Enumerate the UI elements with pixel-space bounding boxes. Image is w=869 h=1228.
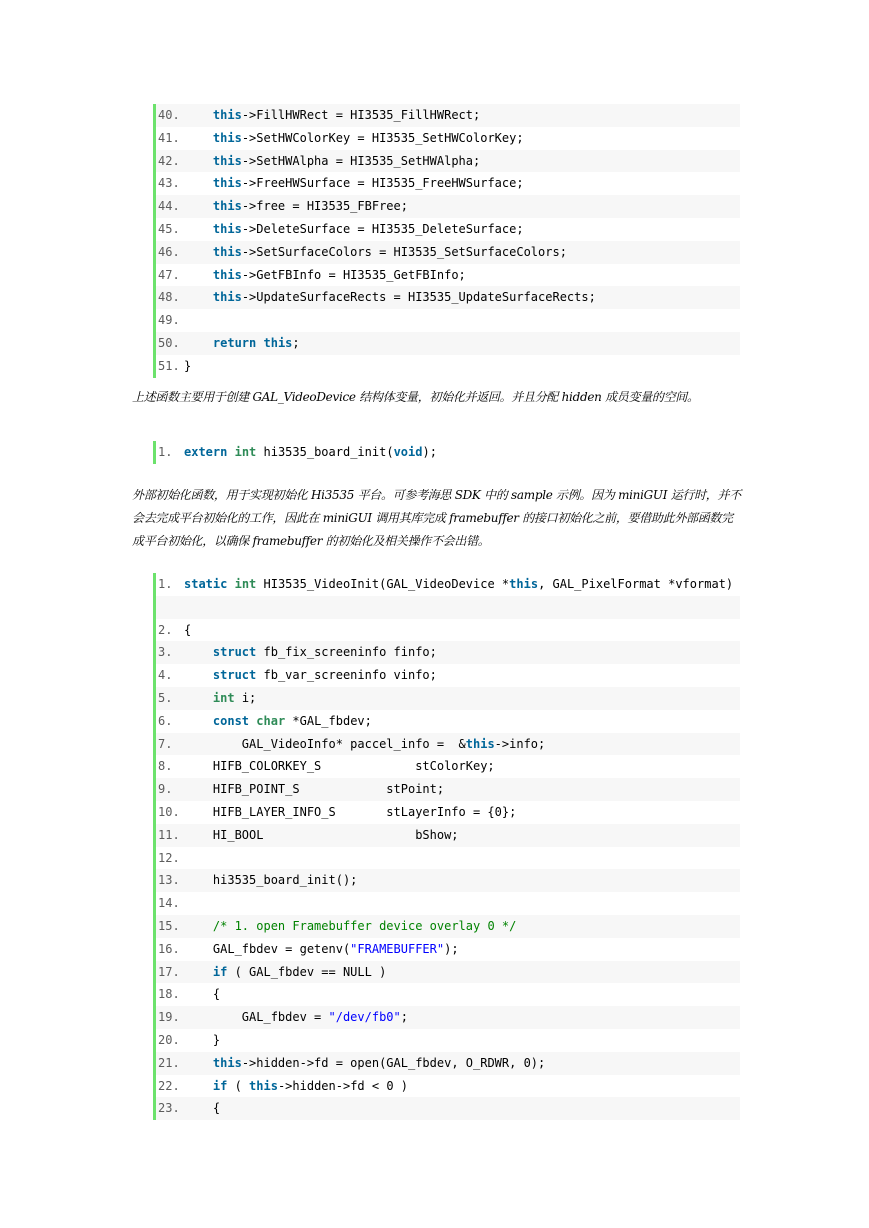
line-number: 23. (158, 1101, 180, 1116)
line-number: 16. (158, 941, 180, 956)
code-line (156, 1075, 740, 1098)
code-token: struct (212, 668, 257, 683)
line-number: 10. (158, 804, 180, 819)
code-line (156, 218, 740, 241)
line-number: 13. (158, 873, 180, 888)
code-line (156, 869, 740, 892)
line-number: 6. (158, 713, 173, 728)
code-token (184, 691, 213, 705)
code-line (156, 441, 740, 464)
code-token: this (212, 244, 242, 259)
code-token: HI3535_VideoInit(GAL_VideoDevice * (256, 577, 510, 591)
code-line (156, 664, 740, 687)
code-token: ); (422, 445, 437, 459)
code-token: ->GetFBInfo = HI3535_GetFBInfo; (241, 267, 466, 282)
line-number: 7. (158, 736, 173, 751)
code-token: ->SetHWColorKey = HI3535_SetHWColorKey; (241, 130, 524, 145)
code-token: } (184, 1032, 221, 1047)
code-block-extern-declaration (153, 441, 740, 464)
code-line (156, 195, 740, 218)
code-token: ); (444, 941, 459, 956)
code-line (156, 172, 740, 195)
line-number: 12. (158, 850, 180, 865)
code-token: ->free = HI3535_FBFree; (241, 199, 408, 214)
line-number: 47. (158, 267, 180, 282)
code-line (156, 801, 740, 824)
line-number: 40. (158, 108, 180, 122)
code-token: fb_fix_screeninfo finfo; (256, 645, 437, 660)
line-number: 22. (158, 1078, 180, 1093)
code-token (184, 714, 213, 728)
code-line (156, 983, 740, 1006)
line-number: 11. (158, 827, 180, 842)
code-token (227, 445, 234, 459)
code-token: ->hidden->fd = open(GAL_fbdev, O_RDWR, 0); (241, 1055, 546, 1070)
code-token: /* 1. open Framebuffer device overlay 0 */ (212, 918, 517, 933)
code-line (156, 1029, 740, 1052)
code-token: ->hidden->fd < 0 ) (277, 1078, 408, 1093)
code-token: char (256, 713, 286, 728)
code-token: { (184, 622, 192, 637)
line-number: 48. (158, 290, 180, 305)
code-block-video-init (153, 573, 740, 1120)
code-token: this (249, 1078, 278, 1093)
line-number: 17. (158, 964, 180, 979)
code-token (184, 108, 213, 122)
line-number: 45. (158, 221, 180, 236)
code-line (156, 1006, 740, 1029)
code-token: this (212, 108, 242, 122)
code-token: ( (227, 1078, 250, 1093)
code-token: this (212, 199, 242, 214)
code-token: HIFB_POINT_S stPoint; (184, 782, 445, 797)
line-number: 20. (158, 1032, 180, 1047)
code-token: if (212, 1078, 228, 1093)
line-number: 3. (158, 645, 173, 660)
code-line (156, 1052, 740, 1075)
code-token: hi3535_board_init( (256, 445, 394, 459)
code-token: ->SetHWAlpha = HI3535_SetHWAlpha; (241, 153, 481, 168)
code-token: { (184, 987, 221, 1002)
code-token (184, 645, 213, 659)
code-token: this (212, 130, 242, 145)
code-token: { (184, 1101, 221, 1116)
code-token (184, 1056, 213, 1070)
code-line (156, 573, 740, 596)
line-number: 43. (158, 176, 180, 191)
description-paragraph: 上述函数主要用于创建 GAL_VideoDevice 结构体变量，初始化并返回。并且分配 hidden 成员变量的空间。 (132, 390, 699, 404)
code-line (156, 938, 740, 961)
code-line (156, 641, 740, 664)
code-line (156, 309, 740, 332)
code-token: static (184, 577, 228, 591)
line-number: 4. (158, 668, 173, 683)
code-token (184, 199, 213, 213)
code-line (156, 150, 740, 173)
code-line (156, 127, 740, 150)
code-token (184, 336, 213, 350)
code-line (156, 961, 740, 984)
code-token: int (212, 690, 235, 705)
code-token: HI_BOOL bShow; (184, 827, 459, 842)
line-number: 19. (158, 1010, 180, 1025)
code-token: this (509, 577, 539, 591)
line-number: 44. (158, 199, 180, 214)
code-token: GAL_VideoInfo* paccel_info = & (184, 736, 466, 751)
code-token (256, 336, 263, 350)
code-token: this (212, 290, 242, 305)
code-token: this (212, 1055, 242, 1070)
code-token: i; (234, 690, 257, 705)
code-token: } (184, 358, 192, 373)
code-line (156, 355, 740, 378)
code-token: GAL_fbdev = getenv( (184, 941, 351, 956)
code-token (184, 268, 213, 282)
code-line (156, 710, 740, 733)
code-block-video-create-tail (153, 104, 740, 378)
line-number: 5. (158, 690, 173, 705)
code-line (156, 264, 740, 287)
code-token: GAL_fbdev = (184, 1010, 329, 1025)
code-token: this (212, 153, 242, 168)
line-number: 46. (158, 244, 180, 259)
code-token: void (393, 445, 423, 459)
code-token: this (212, 221, 242, 236)
code-token: this (465, 736, 495, 751)
code-token: this (263, 335, 293, 350)
code-token (184, 668, 213, 682)
line-number: 41. (158, 130, 180, 145)
line-number: 9. (158, 782, 173, 797)
line-number: 42. (158, 153, 180, 168)
code-token: fb_var_screeninfo vinfo; (256, 668, 437, 683)
code-token: this (212, 176, 242, 191)
code-token: ->info; (494, 736, 546, 751)
code-token (184, 290, 213, 304)
code-token (184, 176, 213, 190)
line-number: 50. (158, 335, 180, 350)
code-token: ->SetSurfaceColors = HI3535_SetSurfaceColors; (241, 244, 567, 259)
code-token: ; (400, 1010, 408, 1025)
code-token: this (212, 267, 242, 282)
code-token: extern (184, 445, 228, 459)
code-token: HIFB_COLORKEY_S stColorKey; (184, 759, 495, 774)
code-token: ->FillHWRect = HI3535_FillHWRect; (241, 108, 481, 122)
code-line (156, 915, 740, 938)
code-token (227, 577, 234, 591)
code-line (156, 1097, 740, 1120)
code-line (156, 286, 740, 309)
code-line (156, 619, 740, 642)
board-init-paragraph: 外部初始化函数，用于实现初始化 Hi3535 平台。可参考海思 SDK 中的 sample 示例。因为 miniGUI 运行时，并不会去完成平台初始化的工作，因此在 miniGUI 调用其库完成 framebuffer 的接口初始化之前，要借助此外部函数完成平台初始化，以确保 framebuffer 的初始化及相关操作不会出错。 (132, 488, 741, 548)
code-line (156, 332, 740, 355)
code-token (184, 245, 213, 259)
code-token (184, 965, 213, 979)
code-token: return (212, 335, 257, 350)
code-token: ->DeleteSurface = HI3535_DeleteSurface; (241, 221, 524, 236)
line-number: 14. (158, 896, 180, 911)
code-token (184, 222, 213, 236)
code-line (156, 847, 740, 870)
code-line (156, 755, 740, 778)
code-token: HIFB_LAYER_INFO_S stLayerInfo = {0}; (184, 804, 517, 819)
line-number: 21. (158, 1055, 180, 1070)
line-number: 15. (158, 918, 180, 933)
code-token: int (234, 445, 257, 459)
code-line (156, 687, 740, 710)
code-token: "FRAMEBUFFER" (350, 941, 445, 956)
code-line (156, 596, 740, 619)
code-token: int (234, 577, 257, 591)
code-token: hi3535_board_init(); (184, 873, 358, 888)
code-token: ; (292, 335, 300, 350)
code-token (184, 1079, 213, 1093)
code-token: struct (212, 645, 257, 660)
code-token: const (212, 713, 250, 728)
code-line (156, 778, 740, 801)
code-line (156, 104, 740, 127)
code-token: ->FreeHWSurface = HI3535_FreeHWSurface; (241, 176, 524, 191)
code-token (184, 154, 213, 168)
code-token: *GAL_fbdev; (285, 713, 372, 728)
line-number: 49. (158, 313, 180, 328)
line-number: 1. (158, 445, 173, 459)
code-token: ( GAL_fbdev == NULL ) (227, 964, 387, 979)
line-number: 2. (158, 622, 173, 637)
code-line (156, 892, 740, 915)
line-number: 18. (158, 987, 180, 1002)
code-token: "/dev/fb0" (328, 1010, 401, 1025)
line-number: 1. (158, 577, 173, 591)
code-line (156, 824, 740, 847)
code-line (156, 733, 740, 756)
line-number: 8. (158, 759, 173, 774)
line-number: 51. (158, 358, 180, 373)
code-token: ->UpdateSurfaceRects = HI3535_UpdateSurfaceRects; (241, 290, 596, 305)
code-token (184, 131, 213, 145)
code-line (156, 241, 740, 264)
code-token: , GAL_PixelFormat *vformat) (538, 577, 734, 591)
code-token (184, 919, 213, 933)
code-token: if (212, 964, 228, 979)
